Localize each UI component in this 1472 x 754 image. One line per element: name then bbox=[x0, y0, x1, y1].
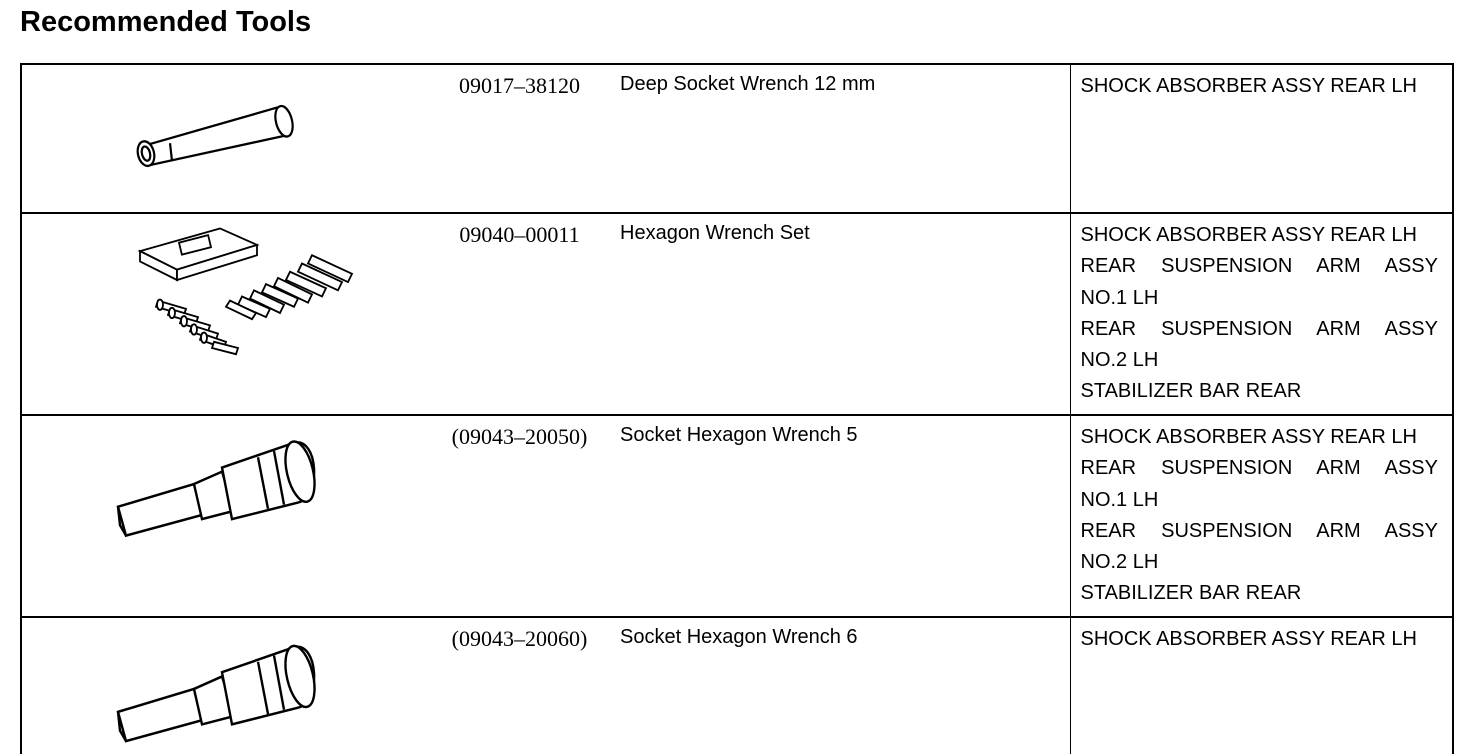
tool-name: Hexagon Wrench Set bbox=[620, 222, 810, 244]
part-number: 09040–00011 bbox=[459, 222, 580, 247]
tool-cell bbox=[21, 213, 1070, 415]
usage-item: SHOCK ABSORBER ASSY REAR LH bbox=[1080, 628, 1417, 650]
usage-item: STABILIZER BAR REAR bbox=[1080, 380, 1302, 403]
tool-cell bbox=[21, 64, 1070, 213]
deep-socket-illustration bbox=[22, 65, 422, 212]
usage-item: SHOCK ABSORBER ASSY REAR LH bbox=[1080, 224, 1417, 246]
table-row bbox=[21, 617, 1453, 754]
table-row bbox=[21, 213, 1453, 415]
usage-item: NO.1 LH bbox=[1080, 286, 1159, 309]
usage-item: REAR SUSPENSION ARM ASSY bbox=[1080, 317, 1438, 340]
table-row bbox=[21, 415, 1453, 617]
tool-cell bbox=[21, 617, 1070, 754]
usage-item: NO.2 LH bbox=[1080, 349, 1159, 372]
usage-item: SHOCK ABSORBER ASSY REAR LH bbox=[1080, 75, 1417, 97]
recommended-tools-table bbox=[20, 63, 1454, 754]
usage-item: NO.1 LH bbox=[1080, 488, 1159, 511]
tool-cell bbox=[21, 415, 1070, 617]
tool-name: Deep Socket Wrench 12 mm bbox=[620, 73, 876, 95]
table-row bbox=[21, 64, 1453, 213]
usage-cell bbox=[1070, 617, 1453, 754]
part-number: (09043–20050) bbox=[451, 424, 588, 449]
usage-cell bbox=[1070, 213, 1453, 415]
part-number: 09017–38120 bbox=[459, 73, 580, 98]
usage-item: SHOCK ABSORBER ASSY REAR LH bbox=[1080, 426, 1417, 448]
usage-item: REAR SUSPENSION ARM ASSY bbox=[1080, 519, 1438, 542]
socket-hex-wrench-illustration bbox=[22, 416, 422, 616]
usage-item: REAR SUSPENSION ARM ASSY bbox=[1080, 255, 1438, 278]
hexagon-wrench-set-illustration bbox=[22, 214, 422, 414]
usage-cell bbox=[1070, 64, 1453, 213]
usage-item: STABILIZER BAR REAR bbox=[1080, 582, 1302, 605]
usage-item: REAR SUSPENSION ARM ASSY bbox=[1080, 457, 1438, 480]
page-title: Recommended Tools bbox=[20, 6, 312, 38]
tool-name: Socket Hexagon Wrench 5 bbox=[620, 424, 858, 446]
part-number: (09043–20060) bbox=[451, 626, 588, 651]
usage-item: NO.2 LH bbox=[1080, 551, 1159, 574]
socket-hex-wrench-illustration bbox=[22, 618, 422, 754]
usage-cell bbox=[1070, 415, 1453, 617]
tool-name: Socket Hexagon Wrench 6 bbox=[620, 626, 858, 648]
